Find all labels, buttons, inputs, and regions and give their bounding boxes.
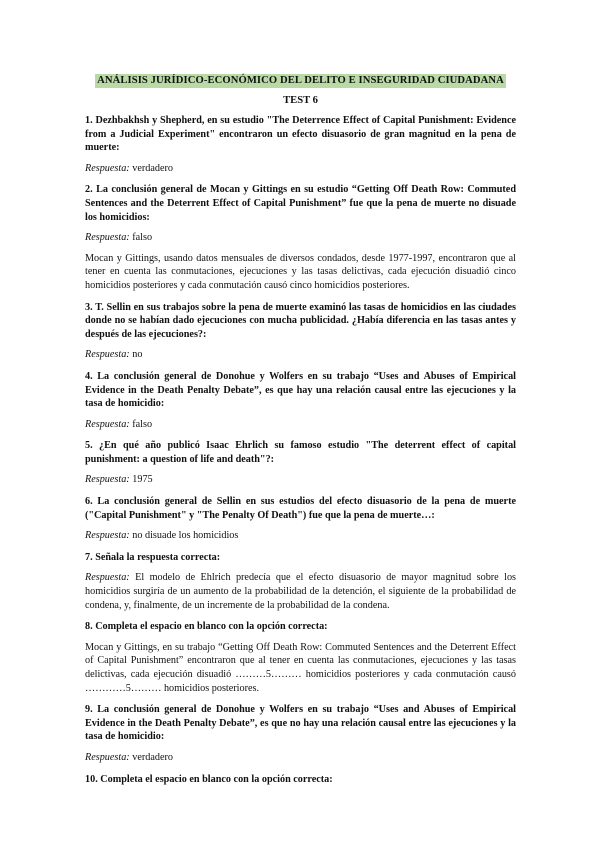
answer-2 (85, 231, 516, 245)
question-10: 10. Completa el espacio en blanco con la opción correcta: (85, 773, 333, 785)
answer-3-value: no (132, 349, 143, 361)
question-2: 2. La conclusión general de Mocan y Gittings en su estudio “Getting Off Death Row: Commuted Sentences and the Deterrent Effect of Capital Punishment” fue que la pena de muerte no disuade los homicidios: (85, 184, 516, 223)
answer-5 (85, 473, 516, 487)
question-7: 7. Señala la respuesta correcta: (85, 551, 221, 563)
document-page (85, 70, 516, 786)
question-3: 3. T. Sellin en sus trabajos sobre la pena de muerte examinó las tasas de homicidios en las ciudades donde no se habían dado ejecuciones con mucha publicidad. ¿Había diferencia en las tasas antes y después de las ejecuciones?: (85, 301, 516, 340)
explanation-8: Mocan y Gittings, en su trabajo “Getting Off Death Row: Commuted Sentences and the Deterrent Effect of Capital Punishment” encontraron que al tener en cuenta las conmutaciones, ejecuciones y las tasas delictivas, cada ejecución disuadió ………5……… homicidios posteriores y cada conmutación causó …………5……… homicidios posteriores. (85, 641, 516, 694)
question-1: 1. Dezhbakhsh y Shepherd, en su estudio "The Deterrence Effect of Capital Punishment: Evidence from a Judicial Experiment" encontraron un efecto disuasorio de gran magnitud en la pena de muerte: (85, 115, 516, 154)
answer-3 (85, 348, 516, 362)
answer-9-value: verdadero (132, 751, 173, 763)
answer-label: Respuesta: (85, 530, 130, 542)
answer-4-value: falso (132, 418, 153, 430)
question-9: 9. La conclusión general de Donohue y Wolfers en su trabajo “Uses and Abuses of Empirical Evidence in the Death Penalty Debate”, es que no hay una relación causal entre las ejecuciones y la tasa de homicidio: (85, 704, 516, 743)
answer-label: Respuesta: (85, 162, 130, 174)
document-title: ANÁLISIS JURÍDICO-ECONÓMICO DEL DELITO E INSEGURIDAD CIUDADANA (97, 75, 504, 86)
answer-label: Respuesta: (85, 751, 130, 763)
answer-label: Respuesta: (85, 572, 130, 584)
title-row (85, 70, 516, 88)
answer-6-value: no disuade los homicidios (132, 530, 239, 542)
answer-9 (85, 751, 516, 765)
document-subtitle: TEST 6 (283, 95, 318, 106)
answer-label: Respuesta: (85, 418, 130, 430)
question-8: 8. Completa el espacio en blanco con la opción correcta: (85, 621, 328, 633)
explanation-2: Mocan y Gittings, usando datos mensuales de diversos condados, desde 1977-1997, encontraron que al tener en cuenta las conmutaciones, ejecuciones y las tasas delictivas, cada ejecución disuadió cinco homicidios posteriores y cada conmutación causó cinco homicidios posteriores. (85, 252, 516, 291)
answer-5-value: 1975 (132, 474, 153, 486)
question-4: 4. La conclusión general de Donohue y Wolfers en su trabajo “Uses and Abuses of Empirical Evidence in the Death Penalty Debate”, es que hay una relación causal entre las ejecuciones y la tasa de homicidio: (85, 370, 516, 410)
answer-1-value: verdadero (132, 162, 173, 174)
answer-label: Respuesta: (85, 232, 130, 244)
answer-1 (85, 162, 516, 176)
answer-7-value: El modelo de Ehlrich predecía que el efecto disuasorio de mayor magnitud sobre los homicidios surgiría de un aumento de la probabilidad de la detención, el siguiente de la probabilidad de condena, y, finalmente, de un incremente de la probabilidad de la condena. (85, 572, 516, 611)
answer-2-value: falso (132, 232, 153, 244)
answer-6 (85, 529, 516, 543)
answer-label: Respuesta: (85, 474, 130, 486)
answer-7 (85, 571, 516, 612)
answer-label: Respuesta: (85, 349, 130, 361)
question-5: 5. ¿En qué año publicó Isaac Ehrlich su famoso estudio "The deterrent effect of capital punishment: a question of life and death"?: (85, 440, 516, 465)
answer-4 (85, 418, 516, 432)
question-6: 6. La conclusión general de Sellin en sus estudios del efecto disuasorio de la pena de muerte ("Capital Punishment" y "The Penalty Of Death") fue que la pena de muerte…: (85, 496, 516, 521)
